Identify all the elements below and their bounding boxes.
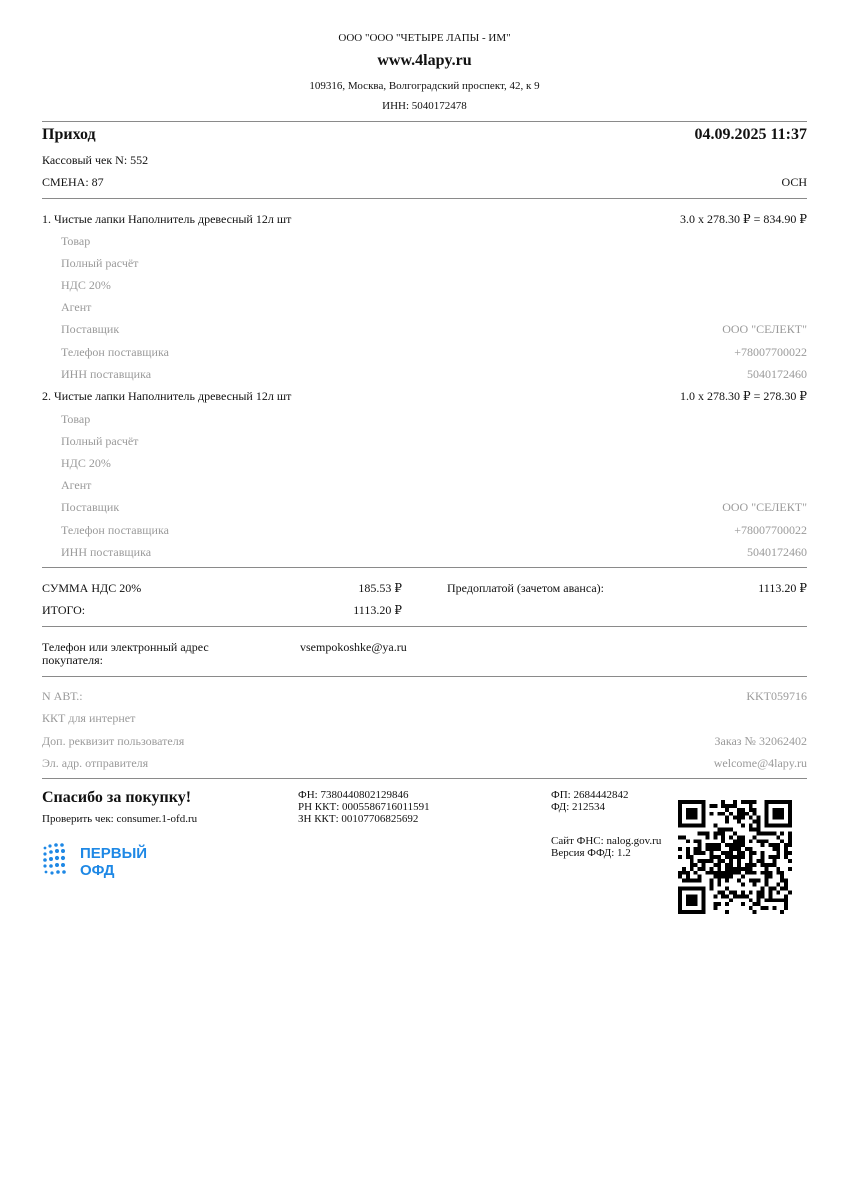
item-supplier-phone-value: +78007700022: [734, 523, 807, 537]
vat-sum-label: СУММА НДС 20%: [42, 581, 142, 595]
item-calculation: 1.0 x 278.30 ₽ = 278.30 ₽: [679, 389, 807, 403]
divider: [42, 198, 807, 199]
auto-number-label: N АВТ.:: [42, 689, 83, 703]
divider: [42, 567, 807, 568]
zn-kkt-number: ЗН ККТ: 00107706825692: [298, 813, 419, 825]
company-inn: ИНН: 5040172478: [382, 100, 467, 112]
divider: [42, 121, 807, 122]
receipt-type: Приход: [42, 126, 96, 143]
fns-info: [551, 835, 661, 859]
item-subject: Товар: [61, 412, 91, 426]
sender-email-label: Эл. адр. отправителя: [42, 756, 149, 770]
fn-number: ФН: 7380440802129846: [298, 789, 409, 801]
check-verify-link[interactable]: Проверить чек: consumer.1-ofd.ru: [42, 813, 198, 825]
divider: [42, 626, 807, 627]
item-payment-method: Полный расчёт: [61, 256, 139, 270]
item-supplier-inn-label: ИНН поставщика: [61, 545, 152, 559]
company-address: 109316, Москва, Волгоградский проспект, 42, к 9: [309, 80, 540, 92]
item-supplier-inn-value: 5040172460: [747, 545, 807, 559]
total-label: ИТОГО:: [42, 603, 86, 617]
item-supplier-label: Поставщик: [61, 322, 120, 336]
fp-number: ФП: 2684442842: [551, 789, 629, 801]
item-supplier-label: Поставщик: [61, 500, 120, 514]
item-name: 1. Чистые лапки Наполнитель древесный 12л шт: [42, 212, 292, 226]
item-supplier-phone-value: +78007700022: [734, 345, 807, 359]
check-number: Кассовый чек N: 552: [42, 153, 149, 167]
user-requisite-value: Заказ № 32062402: [714, 734, 807, 748]
item-vat: НДС 20%: [61, 456, 111, 470]
rn-kkt-number: РН ККТ: 0005586716011591: [298, 801, 430, 813]
item-vat: НДС 20%: [61, 278, 111, 292]
buyer-contact-label-line2: покупателя:: [42, 653, 103, 667]
item-supplier-inn-label: ИНН поставщика: [61, 367, 152, 381]
item-supplier-value: ООО "СЕЛЕКТ": [722, 500, 807, 514]
fiscal-signs: [551, 789, 628, 813]
sender-email-value: welcome@4lapy.ru: [713, 756, 807, 770]
item-supplier-inn-value: 5040172460: [747, 367, 807, 381]
prepayment-value: 1113.20 ₽: [758, 581, 807, 595]
receipt-datetime: 04.09.2025 11:37: [694, 126, 807, 143]
ofd-logo-dots-icon: [43, 843, 66, 874]
kkt-internet-flag: ККТ для интернет: [42, 711, 136, 725]
tax-system: ОСН: [781, 175, 807, 189]
vat-sum-value: 185.53 ₽: [358, 581, 402, 595]
fns-site: Сайт ФНС: nalog.gov.ru: [551, 835, 662, 847]
item-supplier-value: ООО "СЕЛЕКТ": [722, 322, 807, 336]
buyer-contact-value: vsempokoshke@ya.ru: [300, 640, 407, 654]
item-agent: Агент: [61, 478, 92, 492]
item-subject: Товар: [61, 234, 91, 248]
item-agent: Агент: [61, 300, 92, 314]
shift-number: СМЕНА: 87: [42, 175, 104, 189]
divider: [42, 676, 807, 677]
ofd-logo-line2: ОФД: [80, 862, 115, 878]
fd-number: ФД: 212534: [551, 801, 606, 813]
company-name: ООО "ООО "ЧЕТЫРЕ ЛАПЫ - ИМ": [338, 32, 511, 44]
buyer-contact-label-line1: Телефон или электронный адрес: [42, 640, 209, 654]
prepayment-label: Предоплатой (зачетом аванса):: [447, 581, 604, 595]
item-supplier-phone-label: Телефон поставщика: [61, 345, 169, 359]
website-link[interactable]: www.4lapy.ru: [377, 52, 472, 69]
ffd-version: Версия ФФД: 1.2: [551, 847, 631, 859]
divider: [42, 778, 807, 779]
fiscal-ids: [298, 789, 430, 825]
item-name: 2. Чистые лапки Наполнитель древесный 12л шт: [42, 389, 292, 403]
item-supplier-phone-label: Телефон поставщика: [61, 523, 169, 537]
ofd-logo-line1: ПЕРВЫЙ: [80, 845, 148, 862]
qr-code-icon[interactable]: [678, 800, 792, 914]
item-calculation: 3.0 x 278.30 ₽ = 834.90 ₽: [679, 212, 807, 226]
item-payment-method: Полный расчёт: [61, 434, 139, 448]
user-requisite-label: Доп. реквизит пользователя: [42, 734, 185, 748]
auto-number-value: KKT059716: [746, 689, 807, 703]
total-value: 1113.20 ₽: [353, 603, 402, 617]
ofd-logo: [42, 842, 162, 878]
thanks-message: Спасибо за покупку!: [42, 789, 192, 806]
